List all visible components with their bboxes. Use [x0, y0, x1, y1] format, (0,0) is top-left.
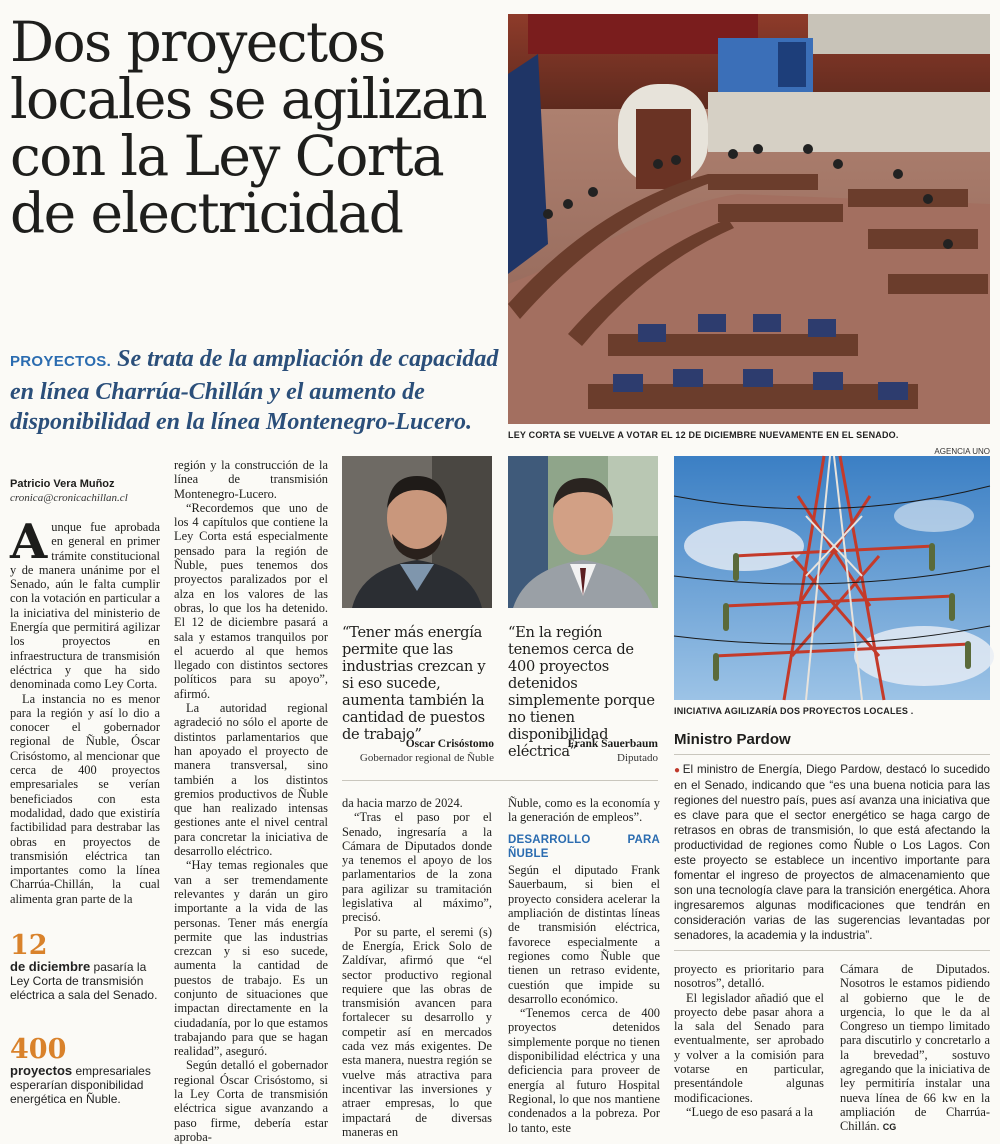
bullet-icon: ●	[674, 765, 681, 776]
paragraph: “Tenemos cerca de 400 proyectos detenidos simplemente porque no tienen disponibilidad eléctrica y una deficiencia para proveer de energía al futuro Hospital Regional, lo que nos mantiene condenados a la pobreza. Por lo tanto, este	[508, 1006, 660, 1135]
stat-number: 12	[10, 930, 48, 961]
deck	[10, 344, 500, 437]
pull-quote-1: “Tener más energía permite que las industrias crezcan y si eso sucede, aumenta también la cantidad de puestos de trabajo”	[342, 624, 486, 743]
tower-photo	[674, 456, 990, 700]
pull-quote-2: “En la región tenemos cerca de 400 proyectos detenidos simplemente porque no tienen disponibilidad eléctrica”	[508, 624, 655, 760]
deck-text: Se trata de la ampliación de capacidad en línea Charrúa-Chillán y el aumento de disponibilidad en la línea Montenegro-Lucero.	[10, 346, 499, 435]
byline-name: Patricio Vera Muñoz	[10, 478, 115, 490]
portrait-illustration	[342, 456, 492, 608]
paragraph: da hacia marzo de 2024.	[342, 796, 463, 810]
article-column-2	[174, 458, 328, 1144]
paragraph: Aunque fue aprobada en general en primer trámite constitucional y de manera unánime por el Senado, aún le falta cumplir con la votación en particular a la iniciativa del ministerio de Energía que permitirá agilizar los proyectos en infraestructura de transmisión eléctrica y que ha sido denominada como Ley Corta.	[10, 514, 160, 692]
paragraph: “Recordemos que uno de los 4 capítulos que contiene la Ley Corta está especialmente pensado para la región de Ñuble, pues tenemos dos proyectos paralizados por el alza en los valores de las obras, lo que los ha detenido. El 12 de diciembre pasará a sala y estamos tranquilos por el acuerdo al que hemos llegado con distintos sectores políticos para su apoyo”, afirmó.	[174, 500, 328, 701]
paragraph: “Hay temas regionales que van a ser tremendamente relevantes y darán un giro importante a la vida de las personas. Tener más energía permite que las industrias crezcan y si eso sucede, aumenta la cantidad de puestos de trabajo. Es un conjunto de situaciones que impactan directamente en la ciudadanía, por lo que estamos trabajando para que se hagan realidad”, aseguró.	[174, 858, 328, 1059]
main-photo-credit: AGENCIA UNO	[934, 447, 990, 456]
box-title: Ministro Pardow	[674, 731, 791, 748]
paragraph: Según el diputado Frank Sauerbaum, si bien el proyecto considera acelerar la ampliación de distintas líneas de transmisión eléctrica, favorece especialmente a regiones como Ñuble que tienen un retraso evidente, cuestión que impide su desarrollo económico.	[508, 863, 660, 1006]
paragraph: El legislador añadió que el proyecto debe pasar ahora a la sala del Senado para eventualmente, ser aprobado y volver a la comisión para votarse en particular, presentándole algunas modificaciones.	[674, 990, 824, 1105]
headline: Dos proyectos locales se agilizan con la Ley Corta de electricidad	[10, 10, 486, 245]
stat-block-2	[10, 1036, 160, 1106]
end-mark: CG	[882, 1122, 897, 1133]
pull-quote-2-role: Diputado	[617, 752, 658, 764]
senate-chamber-illustration	[508, 14, 990, 424]
deck-kicker: PROYECTOS.	[10, 353, 112, 370]
box-title-rule	[674, 754, 990, 755]
paragraph: Cámara de Diputados. Nosotros le estamos pidiendo al gobierno que le de urgencia, lo que le da al Congreso un tiempo limitado para discutirlo y concretarlo a la brevedad”, sostuvo agregando que la iniciativa de ley permitiría instalar una nueva línea de 66 kw en la ampliación de Charrúa-Chillán. CG	[840, 962, 990, 1134]
portrait-illustration	[508, 456, 658, 608]
pull-quote-1-name: Óscar Crisóstomo	[405, 738, 494, 750]
paragraph: “Tras el paso por el Senado, ingresaría a la Cámara de Diputados donde ya tenemos el apoyo de los parlamentarios de la zona para agilizar su tramitación legislativa al máximo”, precisó.	[342, 810, 492, 925]
box-text: ● El ministro de Energía, Diego Pardow, destacó lo sucedido en el Senado, indicando que “es una buena noticia para las regiones del nuestro país, pues así avanza una iniciativa que es clave para que el sector energético se haga cargo de retrasos en obras de transmisión, lo que está afectando la productividad de regiones como Ñuble o Los Lagos. Con este proyecto se establece un incentivo importante para fomentar el ingreso de proyectos de almacenamiento que son una tecnología clave para la transición energética. Ahora ingresaremos algunas modificaciones que tendrán en consideración varias de las sugerencias levantadas por senadores, la academia y la industria”.	[674, 763, 990, 942]
main-photo-senate-chamber	[508, 14, 990, 424]
paragraph: “Luego de eso pasará a la	[686, 1104, 813, 1119]
paragraph: región y la construcción de la línea de transmisión Montenegro-Lucero.	[174, 458, 328, 501]
pull-quote-1-role: Gobernador regional de Ñuble	[359, 752, 494, 764]
paragraph: La autoridad regional agradeció no sólo el aporte de distintos parlamentarios que han apoyado el proyecto de manera transversal, sino también a los distintos gremios productivos de Ñuble que han realizado intensas gestiones ante el nivel central para concretar la iniciativa de desarrollo eléctrico.	[174, 701, 328, 859]
column-divider	[342, 780, 658, 781]
tower-photo-caption: INICIATIVA AGILIZARÍA DOS PROYECTOS LOCALES .	[674, 706, 914, 716]
paragraph: Por su parte, el seremi (s) de Energía, Erick Solo de Zaldívar, afirmó que “el sector productivo regional requiere que las obras de transmisión avancen para fortalecer su desarrollo y competir así en mercados cada vez más exigentes. De esta manera, nuestra región se vuelve más atractiva para incentivar las inversiones y atraer empresas, lo que impactará de diversas maneras en	[342, 924, 492, 1139]
paragraph: Según detalló el gobernador regional Óscar Crisóstomo, si la Ley Corta de transmisión eléctrica sigue avanzando a paso firme, debería estar aproba-	[174, 1058, 328, 1144]
stat-text: de diciembre pasaría la Ley Corta de transmisión eléctrica a sala del Senado.	[10, 959, 158, 1002]
portrait-oscar-crisostomo	[342, 456, 492, 608]
paragraph: Ñuble, como es la economía y la generación de empleos”.	[508, 796, 660, 825]
transmission-tower-illustration	[674, 456, 990, 700]
article-column-3	[342, 796, 492, 1139]
article-column-1	[10, 514, 160, 906]
stat-number: 400	[10, 1034, 67, 1065]
section-subhead: DESARROLLO PARA ÑUBLE	[508, 833, 660, 860]
main-photo-caption: LEY CORTA SE VUELVE A VOTAR EL 12 DE DICIEMBRE NUEVAMENTE EN EL SENADO.	[508, 430, 899, 440]
portrait-frank-sauerbaum	[508, 456, 658, 608]
paragraph: La instancia no es menor para la región y así lo dio a conocer el gobernador regional de Ñuble, Óscar Crisóstomo, al mencionar que cerca de 400 proyectos empresariales se verían beneficiados con esta modalidad, dado que existiría factibilidad para destrabar las obras en proyectos de transmisión eléctrica tan importantes como la línea Charrúa-Chillán, la cual alimenta gran parte de la	[10, 691, 160, 906]
stat-block-1	[10, 932, 160, 1002]
article-column-5	[674, 962, 824, 1119]
pull-quote-2-name: Frank Sauerbaum	[567, 738, 658, 750]
paragraph: proyecto es prioritario para nosotros”, detalló.	[674, 962, 824, 991]
drop-cap: A	[10, 514, 48, 570]
byline-email: cronica@cronicachillan.cl	[10, 492, 128, 504]
stat-text: proyectos empresariales esperarían disponibilidad energética en Ñuble.	[10, 1063, 151, 1106]
box-bottom-rule	[674, 950, 990, 951]
article-column-4	[508, 796, 660, 1135]
article-column-6	[840, 962, 990, 1135]
